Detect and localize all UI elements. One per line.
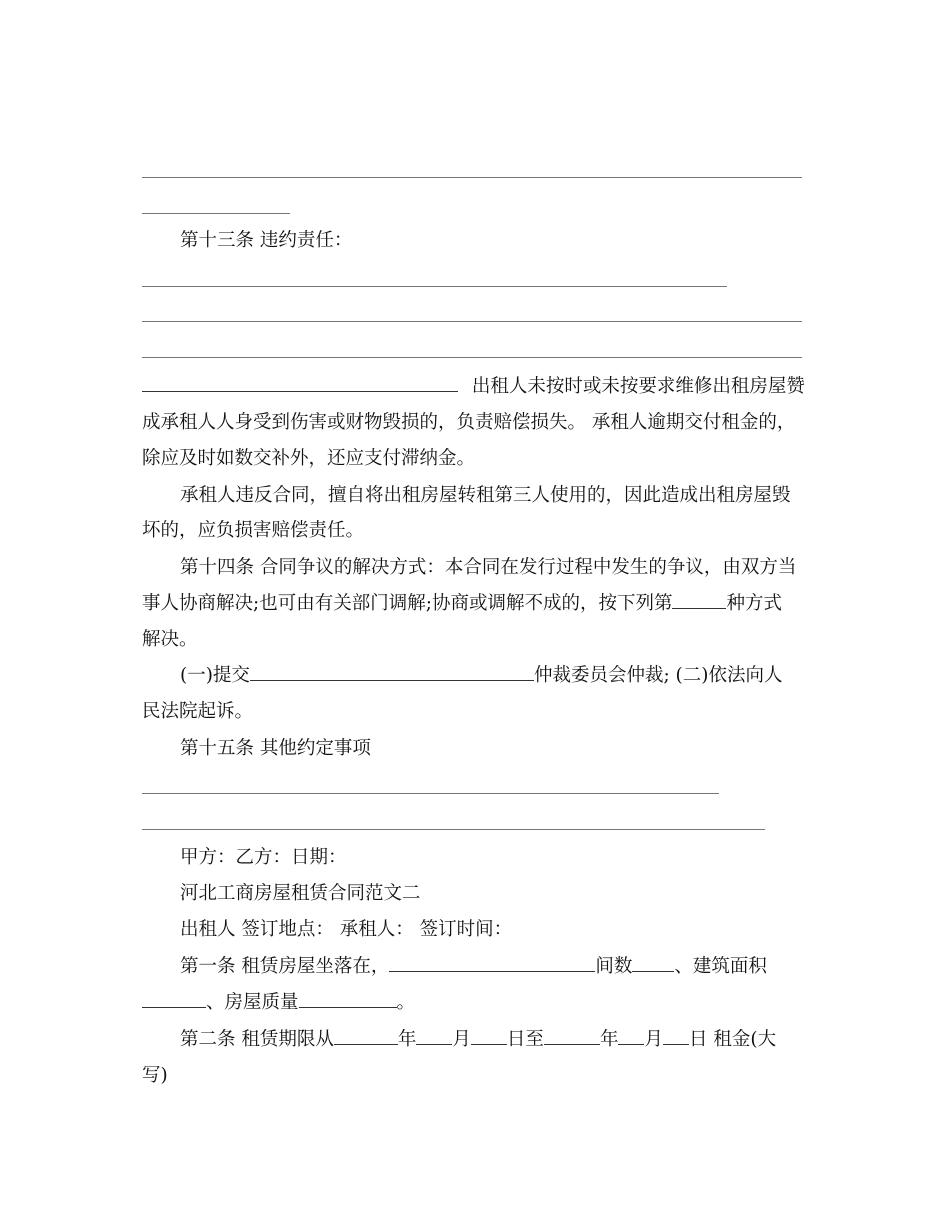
article-14-line-1: 第十四条 合同争议的解决方式：本合同在发行过程中发生的争议，由双方当 (180, 557, 797, 578)
blank-field (544, 1027, 600, 1045)
blank-field (416, 1027, 452, 1045)
blank-field (663, 1027, 689, 1045)
blank-field (299, 990, 397, 1008)
text-run: 月 (644, 1029, 663, 1050)
blank-rule (142, 177, 802, 178)
blank-rule (142, 357, 802, 358)
blank-field (618, 1027, 644, 1045)
text-run: 事人协商解决;也可由有关部门调解;协商或调解不成的，按下列第 (142, 593, 673, 614)
text-run: 年 (397, 1029, 417, 1050)
blank-rule (142, 829, 765, 830)
text-run: 种方式 (726, 593, 782, 614)
parties-line: 出租人 签订地点： 承租人： 签订时间： (180, 919, 513, 940)
text-run: 日 租金(大 (688, 1029, 777, 1050)
article-1-line-1 (180, 954, 802, 980)
template-2-title: 河北工商房屋租赁合同范文二 (180, 883, 421, 904)
article-2-line-1 (180, 1027, 802, 1053)
blank-rule (142, 793, 719, 794)
blank-field (672, 591, 726, 609)
article-1-line-2 (142, 990, 802, 1016)
text-run: 。 (396, 992, 416, 1013)
text-run: 年 (599, 1029, 619, 1050)
article-13-paragraph-2-line-1: 承租人违反合同，擅自将出租房屋转租第三人使用的，因此造成出租房屋毁 (180, 485, 791, 506)
article-15-title: 第十五条 其他约定事项 (180, 738, 371, 759)
blank-field (632, 954, 674, 972)
blank-rule (142, 321, 802, 322)
text-run: 出租人未按时或未按要求维修出租房屋赞 (471, 376, 805, 397)
blank-field (389, 954, 595, 972)
blank-rule (142, 213, 290, 214)
article-13-paragraph-1-line-3: 除应及时如数交补外，还应支付滞纳金。 (142, 448, 476, 469)
blank-rule (142, 286, 727, 287)
blank-field (250, 663, 534, 681)
text-run: 间数 (595, 956, 633, 977)
blank-field (142, 374, 458, 392)
blank-field (142, 990, 206, 1008)
text-run: 月 (452, 1029, 471, 1050)
article-13-paragraph-1-line-1 (142, 374, 805, 400)
text-run: 、建筑面积 (674, 956, 767, 977)
dispute-options-line-1 (180, 663, 802, 689)
article-13-paragraph-1-line-2: 成承租人人身受到伤害或财物毁损的，负责赔偿损失。 承租人逾期交付租金的， (142, 412, 796, 433)
text-run: 仲裁委员会仲裁; (二)依法向人 (533, 665, 783, 686)
text-run: 第一条 租赁房屋坐落在， (180, 956, 390, 977)
text-run: 、房屋质量 (206, 992, 299, 1013)
text-run: 日至 (506, 1029, 544, 1050)
article-13-paragraph-2-line-2: 坏的，应负损害赔偿责任。 (142, 520, 365, 541)
blank-field (334, 1027, 398, 1045)
article-14-line-3: 解决。 (142, 629, 198, 650)
dispute-options-line-2: 民法院起诉。 (142, 701, 254, 722)
article-14-line-2 (142, 591, 802, 617)
blank-field (471, 1027, 507, 1045)
text-run: 第二条 租赁期限从 (180, 1029, 334, 1050)
article-2-line-2: 写) (142, 1065, 168, 1086)
text-run: (一)提交 (180, 665, 250, 686)
article-13-title: 第十三条 违约责任： (180, 230, 353, 251)
signature-line: 甲方：乙方：日期： (180, 847, 347, 868)
